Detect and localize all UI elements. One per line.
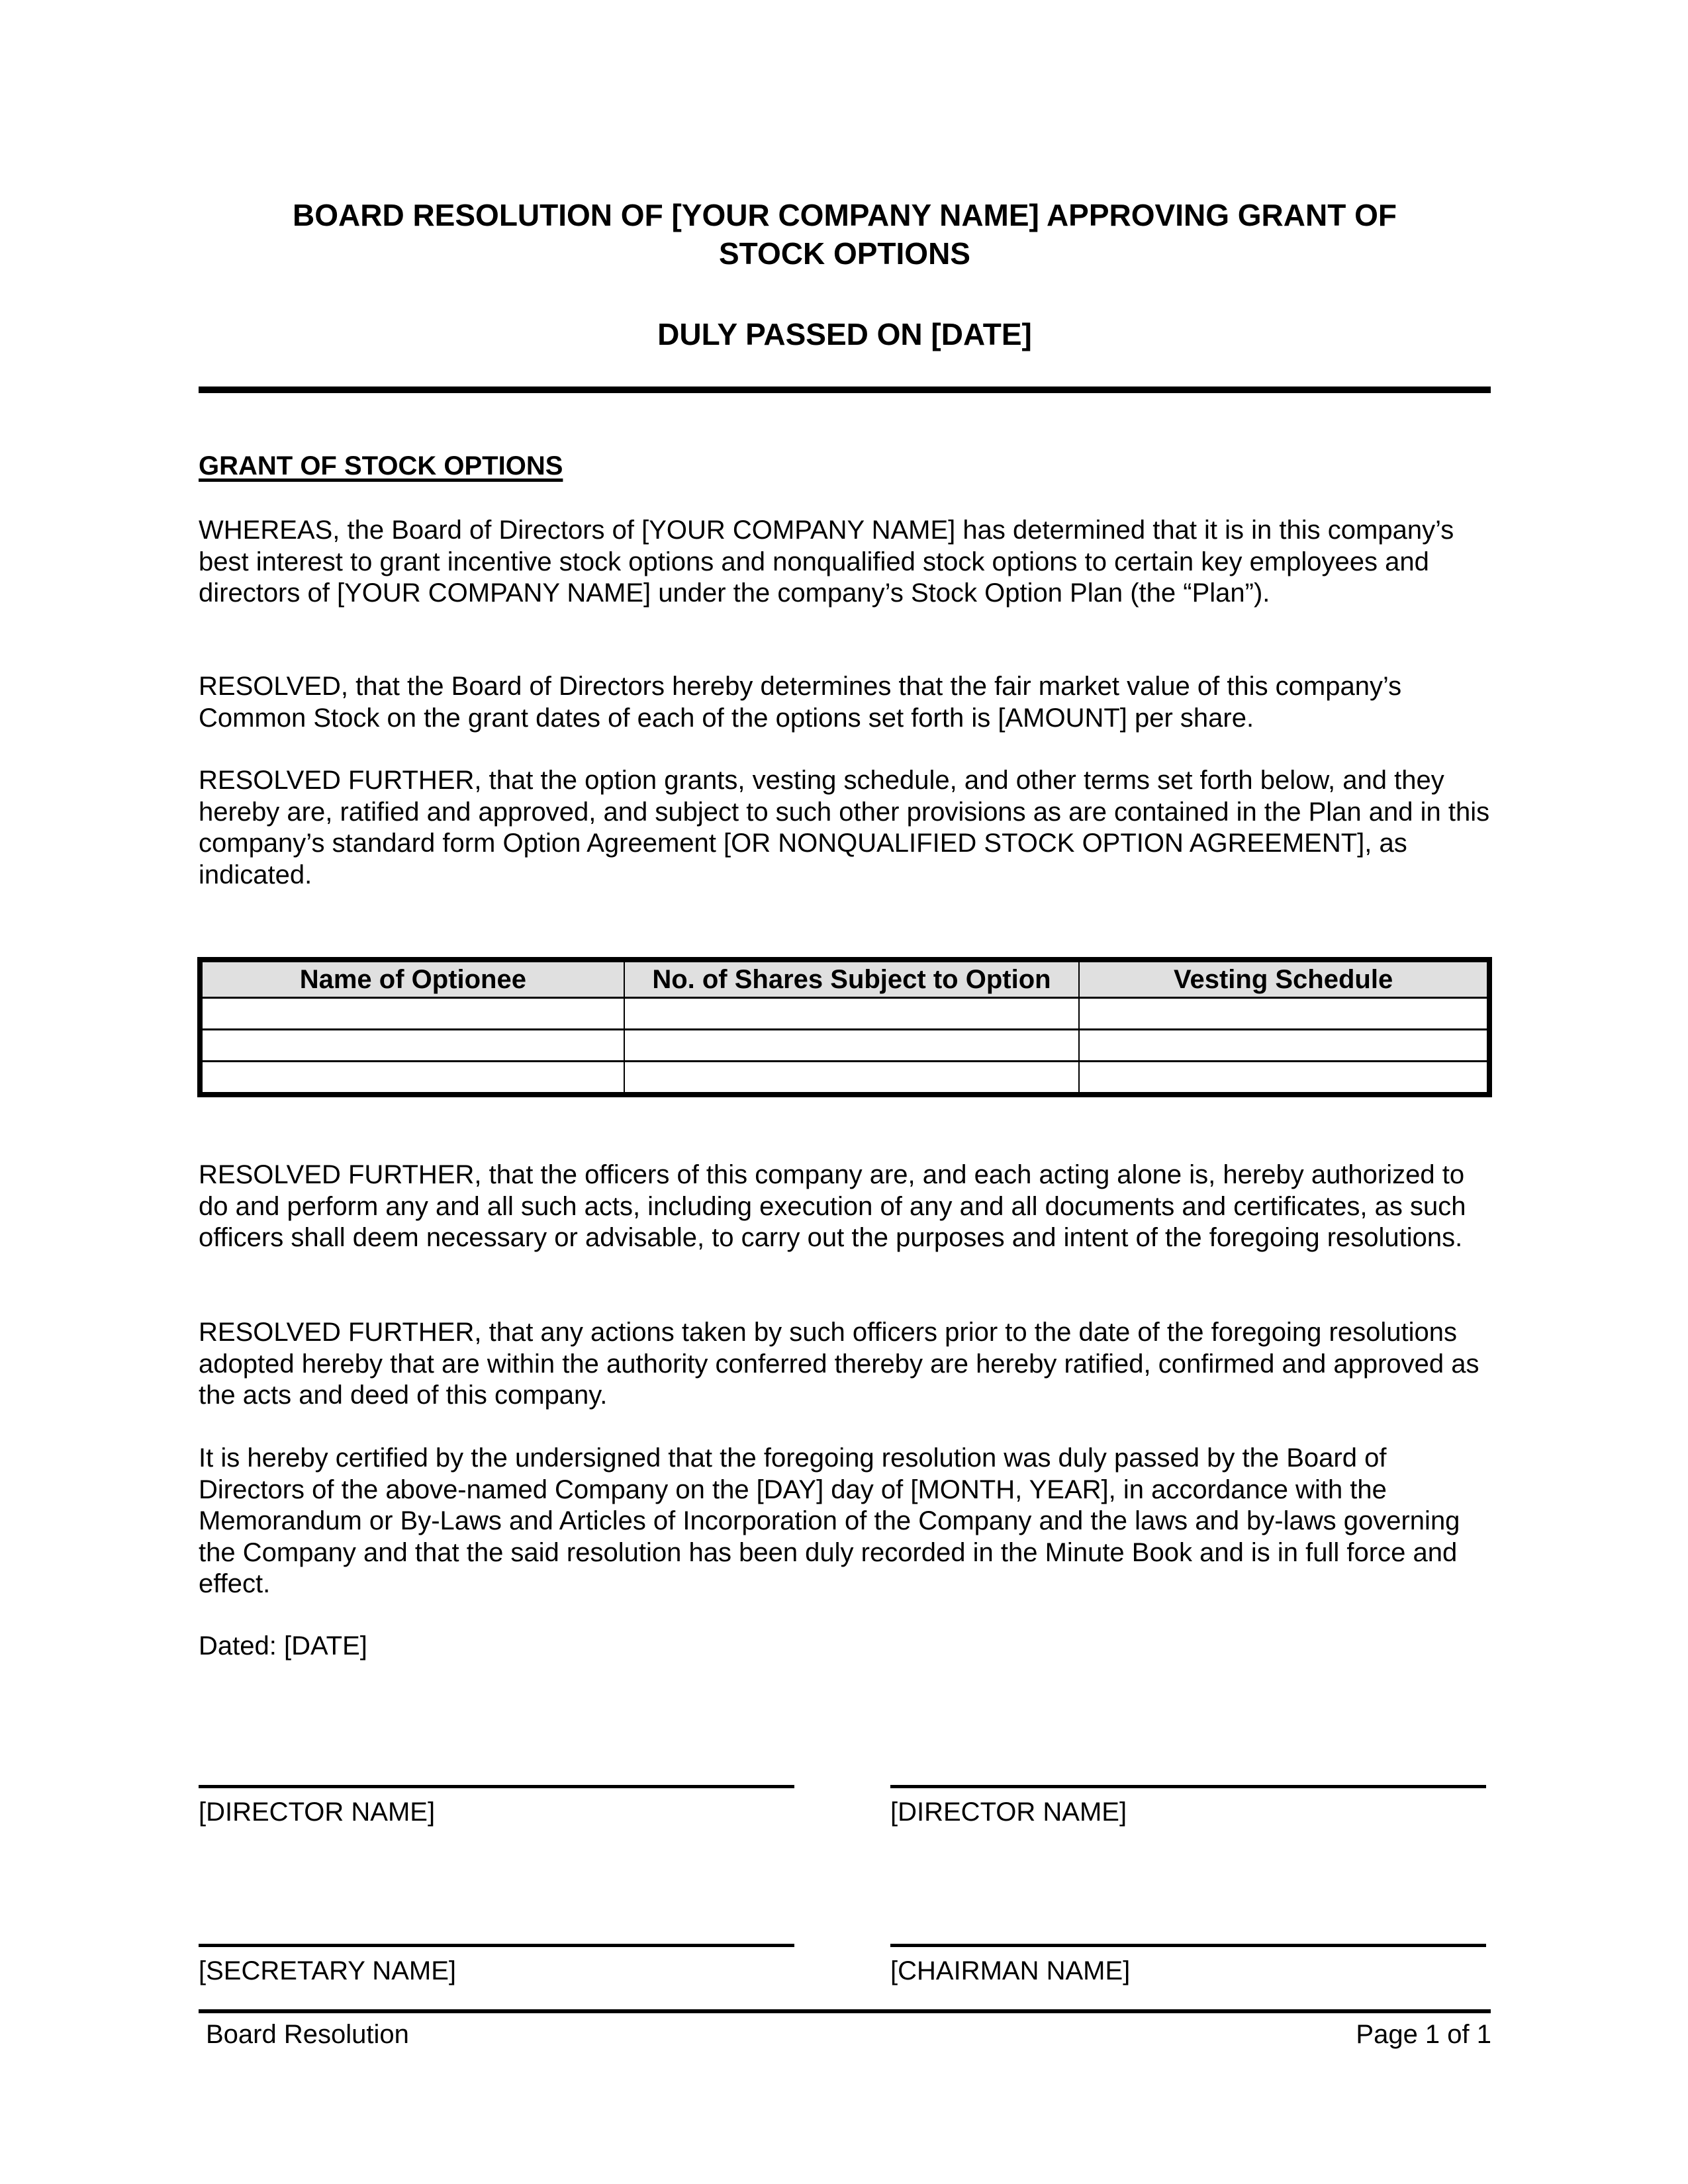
cell-vesting[interactable] [1079,1030,1489,1062]
resolved-fair-market-value-paragraph: RESOLVED, that the Board of Directors hereby determines that the fair market value of this company’s Common Stock on the grant dates of each of the options set forth is [AMOUNT] per share. [199,672,1402,733]
title-line-1: BOARD RESOLUTION OF [YOUR COMPANY NAME] APPROVING GRANT OF [293,198,1397,232]
table-row [200,998,1489,1030]
document-subtitle: DULY PASSED ON [DATE] [657,317,1032,351]
signatory-name: [CHAIRMAN NAME] [890,1956,1131,1985]
header-name-of-optionee: Name of Optionee [200,960,624,998]
signatory-name: [DIRECTOR NAME] [199,1797,436,1827]
resolved-officers-authorized-paragraph: RESOLVED FURTHER, that the officers of this company are, and each acting alone is, hereby authorized to do and perform any and all such acts, including execution of any and all documents and certificates, as such officers shall deem necessary or advisable, to carry out the purposes and intent of the foregoing resolutions. [199,1160,1466,1252]
footer-divider [199,2009,1491,2013]
signature-block-secretary [199,1944,794,1987]
signature-line[interactable] [890,1785,1486,1788]
title-divider [199,387,1491,393]
cell-optionee-name[interactable] [200,1062,624,1095]
signature-line[interactable] [199,1944,794,1947]
whereas-paragraph: WHEREAS, the Board of Directors of [YOUR COMPANY NAME] has determined that it is in this company’s best interest to grant incentive stock options and nonqualified stock options to certain key employees and directors of [YOUR COMPANY NAME] under the company’s Stock Option Plan (the “Plan”). [199,516,1454,608]
cell-optionee-name[interactable] [200,998,624,1030]
resolved-prior-actions-paragraph: RESOLVED FURTHER, that any actions taken by such officers prior to the date of the foregoing resolutions adopted hereby that are within the authority conferred thereby are hereby ratified, confirmed and approved as the acts and deed of this company. [199,1318,1479,1410]
table-row [200,1062,1489,1095]
document-title [199,196,1491,273]
header-vesting-schedule: Vesting Schedule [1079,960,1489,998]
signatory-name: [DIRECTOR NAME] [890,1797,1127,1827]
footer-page-number: Page 1 of 1 [1356,2020,1491,2049]
resolved-option-grants-paragraph: RESOLVED FURTHER, that the option grants, vesting schedule, and other terms set forth below, and they hereby are, ratified and approved, and subject to such other provisions as are contained in the Plan and in this company’s standard form Option Agreement [OR NONQUALIFIED STOCK OPTION AGREEMENT], as indicated. [199,766,1490,889]
table-header-row [200,960,1489,998]
dated-line: Dated: [DATE] [199,1631,367,1661]
cell-vesting[interactable] [1079,1062,1489,1095]
cell-shares[interactable] [624,998,1079,1030]
signature-line[interactable] [199,1785,794,1788]
cell-optionee-name[interactable] [200,1030,624,1062]
section-heading: GRANT OF STOCK OPTIONS [199,451,563,480]
cell-shares[interactable] [624,1030,1079,1062]
signatory-name: [SECRETARY NAME] [199,1956,456,1985]
signature-line[interactable] [890,1944,1486,1947]
header-number-of-shares: No. of Shares Subject to Option [624,960,1079,998]
cell-shares[interactable] [624,1062,1079,1095]
footer-document-name: Board Resolution [206,2020,409,2049]
signature-block-director-1 [199,1785,794,1828]
title-line-2: STOCK OPTIONS [719,236,970,271]
table-row [200,1030,1489,1062]
certification-paragraph: It is hereby certified by the undersigned that the foregoing resolution was duly passed by the Board of Directors of the above-named Company on the [DAY] day of [MONTH, YEAR], in accordance with the Memorandum or By-Laws and Articles of Incorporation of the Company and the laws and by-laws governing the Company and that the said resolution has been duly recorded in the Minute Book and is in full force and effect. [199,1443,1460,1598]
signature-block-chairman [890,1944,1486,1987]
cell-vesting[interactable] [1079,998,1489,1030]
options-table [197,957,1492,1097]
signature-block-director-2 [890,1785,1486,1828]
